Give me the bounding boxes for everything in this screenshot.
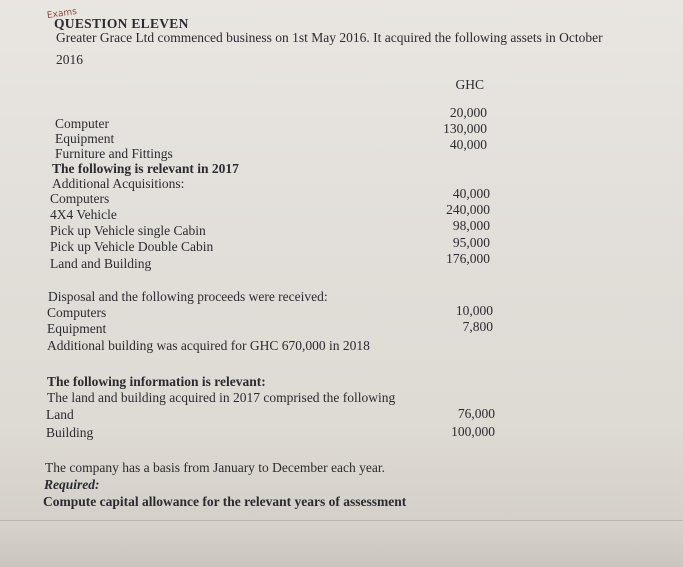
handwritten-note: Exams: [46, 6, 78, 22]
acquisition-value: 95,000: [452, 235, 490, 250]
asset-label: Computer: [55, 116, 109, 131]
info-value: 100,000: [451, 424, 495, 439]
acquisition-value: 240,000: [446, 202, 490, 217]
info-value: 76,000: [457, 406, 495, 421]
info-heading: The following information is relevant:: [47, 374, 266, 389]
acquisition-label: Pick up Vehicle Double Cabin: [50, 239, 214, 254]
disposal-value: 10,000: [455, 303, 493, 318]
acquisition-value: 98,000: [452, 218, 490, 233]
acquisition-label: Land and Building: [50, 256, 152, 271]
task-text: Compute capital allowance for the relevant years of assessment: [43, 494, 407, 509]
acquisition-label: Pick up Vehicle single Cabin: [50, 223, 206, 238]
section-2017-heading: The following is relevant in 2017: [52, 161, 239, 176]
acquisition-label: 4X4 Vehicle: [50, 207, 117, 222]
required-label: Required:: [44, 477, 100, 492]
disposal-label: Computers: [47, 305, 107, 320]
asset-value: 40,000: [449, 137, 487, 152]
acquisition-value: 176,000: [446, 251, 490, 266]
asset-value: 20,000: [449, 105, 487, 120]
basis-text: The company has a basis from January to December each year.: [45, 460, 385, 475]
info-line: The land and building acquired in 2017 comprised the following: [47, 390, 396, 405]
info-label: Land: [46, 407, 74, 422]
section-2017-subheading: Additional Acquisitions:: [52, 176, 185, 191]
asset-value: 130,000: [443, 121, 487, 136]
intro-line-1: Greater Grace Ltd commenced business on 1st May 2016. It acquired the following assets in October: [56, 30, 603, 45]
acquisition-value: 40,000: [452, 186, 490, 201]
question-title: QUESTION ELEVEN: [54, 16, 189, 31]
disposal-label: Equipment: [47, 321, 107, 336]
info-label: Building: [46, 425, 94, 440]
disposal-value: 7,800: [462, 319, 493, 334]
paper-fold: [0, 520, 683, 567]
disposal-note: Additional building was acquired for GHC 670,000 in 2018: [47, 338, 370, 353]
acquisition-label: Computers: [50, 191, 110, 206]
currency-header: GHC: [455, 77, 484, 92]
asset-label: Equipment: [55, 131, 115, 146]
intro-line-2: 2016: [56, 52, 83, 67]
disposal-heading: Disposal and the following proceeds were received:: [48, 289, 328, 304]
asset-label: Furniture and Fittings: [55, 146, 173, 161]
